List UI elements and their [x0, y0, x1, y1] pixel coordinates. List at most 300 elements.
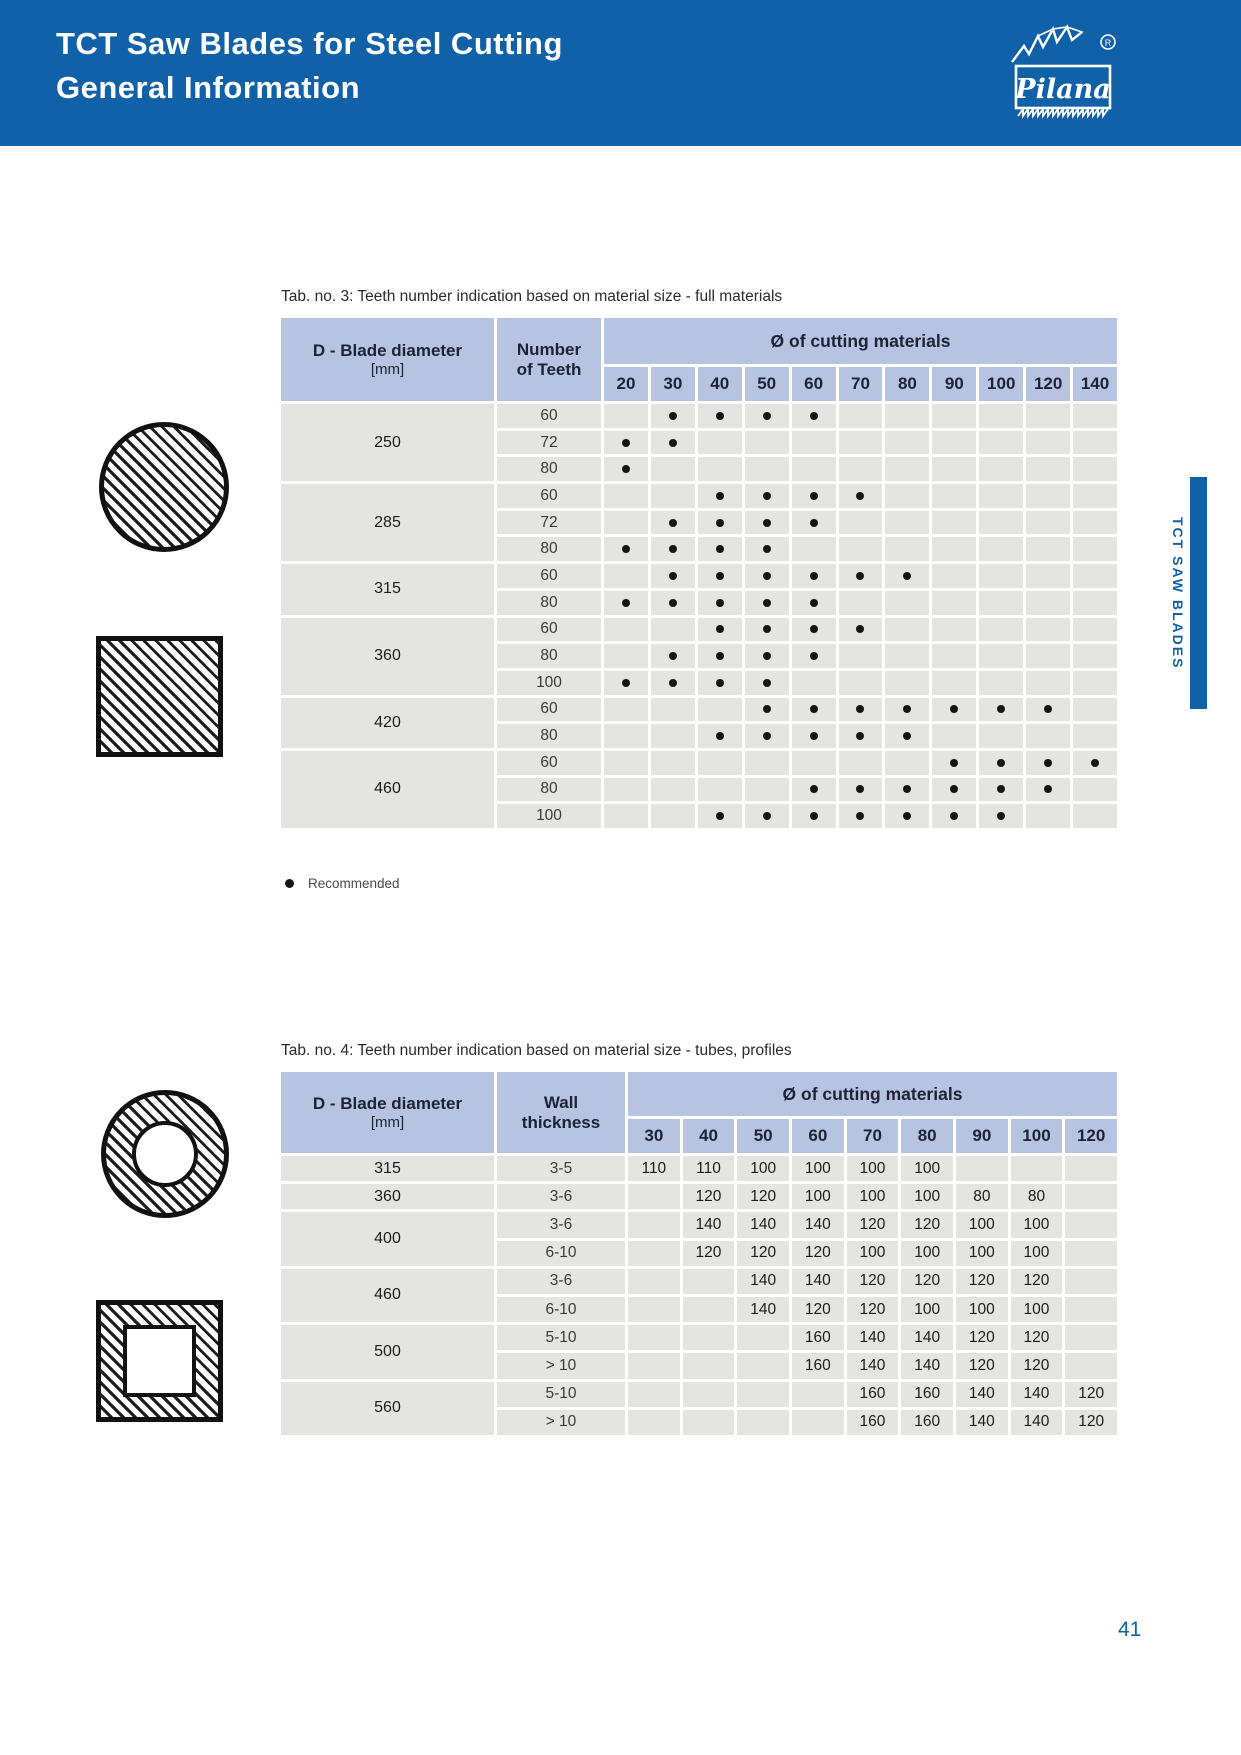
teeth-value-cell [956, 1156, 1008, 1181]
recommended-mark-dot [669, 679, 677, 687]
teeth-value-cell [683, 1382, 735, 1407]
table4-caption: Tab. no. 4: Teeth number indication based on material size - tubes, profiles [281, 1042, 792, 1059]
round-tube-icon [101, 1090, 229, 1218]
mark-cell [932, 618, 976, 642]
recommended-dot-icon [285, 879, 294, 888]
mark-cell [698, 724, 742, 748]
mark-cell [979, 751, 1023, 775]
wall-thickness-cell: 3-6 [497, 1184, 625, 1209]
mark-cell [604, 484, 648, 508]
mark-cell [698, 511, 742, 535]
teeth-value-cell: 140 [737, 1269, 789, 1294]
diameter-col-header-30: 30 [651, 367, 695, 401]
mark-cell [839, 671, 883, 695]
recommended-mark-dot [997, 812, 1005, 820]
recommended-mark-dot [856, 572, 864, 580]
mark-cell [698, 431, 742, 455]
recommended-mark-dot [622, 545, 630, 553]
teeth-value-cell: 120 [1065, 1410, 1117, 1435]
mark-cell [1073, 618, 1117, 642]
mark-cell [1073, 564, 1117, 588]
teeth-count-cell: 60 [497, 751, 601, 775]
mark-cell [885, 751, 929, 775]
mark-cell [932, 671, 976, 695]
teeth-value-cell: 120 [956, 1353, 1008, 1378]
teeth-value-cell: 140 [1011, 1410, 1063, 1435]
recommended-mark-dot [669, 519, 677, 527]
teeth-count-cell: 72 [497, 511, 601, 535]
recommended-mark-dot [856, 785, 864, 793]
teeth-value-cell [628, 1269, 680, 1294]
blade-diameter-cell: 360 [281, 1184, 494, 1209]
teeth-value-cell [628, 1212, 680, 1237]
teeth-value-cell: 120 [1011, 1325, 1063, 1350]
col2-line1: Wall [543, 1092, 579, 1112]
mark-cell [1026, 537, 1070, 561]
svg-text:R: R [1104, 38, 1112, 48]
mark-cell [1073, 457, 1117, 481]
mark-cell [698, 457, 742, 481]
teeth-count-cell: 60 [497, 564, 601, 588]
mark-cell [651, 778, 695, 802]
mark-cell [1026, 618, 1070, 642]
mark-cell [979, 431, 1023, 455]
mark-cell [885, 564, 929, 588]
mark-cell [1026, 751, 1070, 775]
mark-cell [839, 591, 883, 615]
mark-cell [745, 537, 789, 561]
mark-cell [1073, 751, 1117, 775]
teeth-value-cell: 120 [901, 1212, 953, 1237]
teeth-value-cell: 120 [847, 1269, 899, 1294]
recommended-mark-dot [669, 412, 677, 420]
teeth-count-cell: 60 [497, 404, 601, 428]
recommended-mark-dot [763, 705, 771, 713]
diameter-col-header-120: 120 [1026, 367, 1070, 401]
blade-diameter-cell: 420 [281, 698, 494, 748]
mark-cell [745, 751, 789, 775]
mark-cell [651, 618, 695, 642]
mark-cell [698, 484, 742, 508]
teeth-value-cell: 160 [792, 1353, 844, 1378]
mark-cell [1026, 431, 1070, 455]
mark-cell [1073, 724, 1117, 748]
teeth-value-cell [737, 1382, 789, 1407]
teeth-value-cell [737, 1353, 789, 1378]
mark-cell [792, 511, 836, 535]
mark-cell [839, 537, 883, 561]
mark-cell [932, 751, 976, 775]
teeth-value-cell [683, 1353, 735, 1378]
mark-cell [885, 778, 929, 802]
blade-diameter-cell: 400 [281, 1212, 494, 1265]
mark-cell [604, 618, 648, 642]
teeth-count-cell: 60 [497, 484, 601, 508]
diameter-col-header-70: 70 [847, 1119, 899, 1153]
diameter-col-header-50: 50 [745, 367, 789, 401]
mark-cell [839, 564, 883, 588]
mark-cell [651, 671, 695, 695]
teeth-value-cell [1065, 1297, 1117, 1322]
teeth-value-cell: 100 [901, 1184, 953, 1209]
teeth-count-cell: 60 [497, 618, 601, 642]
teeth-value-cell [628, 1184, 680, 1209]
diameter-col-header-30: 30 [628, 1119, 680, 1153]
mark-cell [1073, 537, 1117, 561]
mark-cell [839, 457, 883, 481]
teeth-value-cell: 160 [847, 1382, 899, 1407]
teeth-value-cell: 100 [1011, 1212, 1063, 1237]
teeth-count-cell: 80 [497, 591, 601, 615]
mark-cell [604, 751, 648, 775]
mark-cell [932, 404, 976, 428]
mark-cell [979, 404, 1023, 428]
mark-cell [745, 698, 789, 722]
mark-cell [1026, 644, 1070, 668]
mark-cell [885, 457, 929, 481]
teeth-count-cell: 80 [497, 537, 601, 561]
recommended-mark-dot [763, 599, 771, 607]
recommended-mark-dot [1044, 785, 1052, 793]
teeth-value-cell: 100 [1011, 1241, 1063, 1266]
mark-cell [792, 457, 836, 481]
recommended-mark-dot [763, 679, 771, 687]
teeth-value-cell: 140 [792, 1269, 844, 1294]
mark-cell [1026, 804, 1070, 828]
mark-cell [698, 404, 742, 428]
mark-cell [1073, 698, 1117, 722]
recommended-mark-dot [997, 705, 1005, 713]
wall-thickness-cell: 5-10 [497, 1325, 625, 1350]
mark-cell [698, 591, 742, 615]
recommended-mark-dot [810, 625, 818, 633]
mark-cell [604, 564, 648, 588]
wall-thickness-cell: 6-10 [497, 1297, 625, 1322]
col2-line1: Number [516, 339, 582, 359]
diameter-column-header [281, 318, 494, 401]
teeth-value-cell: 100 [956, 1297, 1008, 1322]
recommended-mark-dot [716, 812, 724, 820]
cutting-diameter-span-header: Ø of cutting materials [628, 1072, 1117, 1116]
blade-diameter-cell: 560 [281, 1382, 494, 1435]
blade-diameter-cell: 285 [281, 484, 494, 561]
teeth-value-cell: 120 [683, 1184, 735, 1209]
mark-cell [1073, 671, 1117, 695]
mark-cell [745, 484, 789, 508]
recommended-mark-dot [810, 572, 818, 580]
recommended-mark-dot [763, 812, 771, 820]
mark-cell [932, 644, 976, 668]
recommended-mark-dot [716, 625, 724, 633]
teeth-value-cell [737, 1410, 789, 1435]
recommended-mark-dot [622, 465, 630, 473]
mark-cell [745, 644, 789, 668]
wall-thickness-cell: 5-10 [497, 1382, 625, 1407]
recommended-mark-dot [622, 439, 630, 447]
mark-cell [885, 511, 929, 535]
diameter-col-header-20: 20 [604, 367, 648, 401]
teeth-value-cell: 100 [901, 1241, 953, 1266]
mark-cell [604, 778, 648, 802]
mark-cell [979, 778, 1023, 802]
teeth-value-cell [1011, 1156, 1063, 1181]
mark-cell [792, 537, 836, 561]
diameter-col-header-40: 40 [698, 367, 742, 401]
recommended-mark-dot [622, 599, 630, 607]
teeth-value-cell: 100 [847, 1184, 899, 1209]
solid-square-bar-icon [96, 636, 223, 757]
teeth-value-cell [1065, 1269, 1117, 1294]
mark-cell [932, 804, 976, 828]
diameter-header-unit: [mm] [370, 360, 405, 378]
mark-cell [604, 431, 648, 455]
table3-grid [281, 318, 1117, 828]
mark-cell [745, 591, 789, 615]
page-title-line2: General Information [56, 70, 361, 105]
mark-cell [885, 484, 929, 508]
mark-cell [885, 618, 929, 642]
diameter-header-text: D - Blade diameter [312, 1094, 463, 1114]
table3-caption: Tab. no. 3: Teeth number indication based on material size - full materials [281, 288, 783, 305]
recommended-mark-dot [1091, 759, 1099, 767]
teeth-value-cell: 160 [901, 1382, 953, 1407]
mark-cell [932, 564, 976, 588]
recommended-mark-dot [856, 812, 864, 820]
pilana-logo-graphic [998, 20, 1126, 124]
teeth-value-cell [1065, 1325, 1117, 1350]
teeth-value-cell [792, 1410, 844, 1435]
mark-cell [979, 537, 1023, 561]
recommended-legend [285, 876, 400, 891]
teeth-value-cell: 80 [956, 1184, 1008, 1209]
teeth-value-cell: 140 [956, 1410, 1008, 1435]
mark-cell [792, 404, 836, 428]
wall-thickness-cell: 6-10 [497, 1241, 625, 1266]
mark-cell [1026, 564, 1070, 588]
mark-cell [604, 644, 648, 668]
teeth-value-cell [792, 1382, 844, 1407]
mark-cell [979, 644, 1023, 668]
table4-grid [281, 1072, 1117, 1435]
mark-cell [839, 484, 883, 508]
recommended-mark-dot [716, 545, 724, 553]
teeth-count-cell: 60 [497, 698, 601, 722]
wall-thickness-cell: 3-6 [497, 1269, 625, 1294]
mark-cell [792, 804, 836, 828]
recommended-mark-dot [763, 652, 771, 660]
teeth-value-cell [683, 1269, 735, 1294]
recommended-mark-dot [763, 572, 771, 580]
recommended-mark-dot [1044, 705, 1052, 713]
recommended-mark-dot [716, 599, 724, 607]
recommended-mark-dot [810, 492, 818, 500]
teeth-value-cell: 100 [792, 1156, 844, 1181]
mark-cell [745, 671, 789, 695]
recommended-mark-dot [903, 705, 911, 713]
recommended-mark-dot [716, 492, 724, 500]
recommended-mark-dot [669, 599, 677, 607]
teeth-value-cell: 120 [847, 1212, 899, 1237]
recommended-mark-dot [810, 519, 818, 527]
mark-cell [745, 724, 789, 748]
mark-cell [745, 457, 789, 481]
blade-diameter-cell: 460 [281, 1269, 494, 1322]
recommended-mark-dot [810, 652, 818, 660]
teeth-value-cell: 140 [847, 1353, 899, 1378]
teeth-value-cell: 100 [792, 1184, 844, 1209]
teeth-value-cell: 140 [737, 1212, 789, 1237]
teeth-value-cell [737, 1325, 789, 1350]
diameter-col-header-40: 40 [683, 1119, 735, 1153]
recommended-mark-dot [856, 492, 864, 500]
wall-thickness-cell: > 10 [497, 1410, 625, 1435]
teeth-value-cell: 140 [683, 1212, 735, 1237]
wall-thickness-cell: 3-6 [497, 1212, 625, 1237]
teeth-value-cell: 140 [956, 1382, 1008, 1407]
teeth-value-cell: 120 [792, 1297, 844, 1322]
teeth-value-cell [683, 1325, 735, 1350]
recommended-mark-dot [763, 492, 771, 500]
square-tube-hole [123, 1325, 196, 1397]
wall-thickness-cell: > 10 [497, 1353, 625, 1378]
mark-cell [792, 564, 836, 588]
mark-cell [698, 778, 742, 802]
teeth-value-cell: 80 [1011, 1184, 1063, 1209]
mark-cell [839, 644, 883, 668]
teeth-value-cell: 100 [847, 1156, 899, 1181]
mark-cell [604, 404, 648, 428]
recommended-mark-dot [903, 732, 911, 740]
teeth-count-cell: 72 [497, 431, 601, 455]
mark-cell [839, 751, 883, 775]
mark-cell [1026, 511, 1070, 535]
teeth-value-cell: 100 [956, 1212, 1008, 1237]
diameter-header-unit: [mm] [370, 1113, 405, 1131]
mark-cell [651, 404, 695, 428]
mark-cell [792, 618, 836, 642]
recommended-mark-dot [810, 412, 818, 420]
mark-cell [698, 564, 742, 588]
teeth-value-cell: 100 [1011, 1297, 1063, 1322]
teeth-value-cell: 100 [901, 1297, 953, 1322]
mark-cell [979, 724, 1023, 748]
diameter-column-header [281, 1072, 494, 1153]
teeth-value-cell [1065, 1156, 1117, 1181]
recommended-mark-dot [763, 625, 771, 633]
teeth-value-cell: 160 [901, 1410, 953, 1435]
mark-cell [979, 564, 1023, 588]
recommended-mark-dot [1044, 759, 1052, 767]
recommended-mark-dot [716, 572, 724, 580]
recommended-mark-dot [856, 705, 864, 713]
mark-cell [604, 457, 648, 481]
teeth-value-cell: 120 [792, 1241, 844, 1266]
teeth-count-cell: 80 [497, 644, 601, 668]
mark-cell [932, 698, 976, 722]
mark-cell [839, 618, 883, 642]
mark-cell [651, 431, 695, 455]
teeth-value-cell: 110 [683, 1156, 735, 1181]
square-tube-icon [96, 1300, 223, 1422]
teeth-count-cell: 80 [497, 724, 601, 748]
recommended-mark-dot [950, 812, 958, 820]
recommended-label: Recommended [308, 876, 400, 891]
recommended-mark-dot [950, 759, 958, 767]
diameter-col-header-90: 90 [932, 367, 976, 401]
teeth-value-cell: 140 [901, 1353, 953, 1378]
blade-diameter-cell: 360 [281, 618, 494, 695]
diameter-col-header-100: 100 [1011, 1119, 1063, 1153]
solid-round-bar-icon [99, 422, 229, 552]
diameter-col-header-80: 80 [901, 1119, 953, 1153]
mark-cell [979, 698, 1023, 722]
diameter-col-header-70: 70 [839, 367, 883, 401]
mark-cell [651, 751, 695, 775]
mark-cell [1073, 484, 1117, 508]
mark-cell [979, 484, 1023, 508]
mark-cell [1026, 591, 1070, 615]
mark-cell [1026, 671, 1070, 695]
recommended-mark-dot [856, 625, 864, 633]
teeth-value-cell [628, 1241, 680, 1266]
teeth-value-cell: 160 [792, 1325, 844, 1350]
recommended-mark-dot [669, 545, 677, 553]
recommended-mark-dot [716, 732, 724, 740]
teeth-value-cell: 140 [1011, 1382, 1063, 1407]
mark-cell [651, 698, 695, 722]
teeth-value-cell: 120 [737, 1184, 789, 1209]
teeth-value-cell: 140 [901, 1325, 953, 1350]
mark-cell [651, 484, 695, 508]
mark-cell [698, 644, 742, 668]
mark-cell [792, 778, 836, 802]
mark-cell [604, 671, 648, 695]
recommended-mark-dot [903, 785, 911, 793]
recommended-mark-dot [763, 545, 771, 553]
mark-cell [1073, 778, 1117, 802]
diameter-col-header-140: 140 [1073, 367, 1117, 401]
mark-cell [698, 804, 742, 828]
teeth-value-cell [628, 1382, 680, 1407]
teeth-value-cell [1065, 1212, 1117, 1237]
mark-cell [745, 511, 789, 535]
mark-cell [885, 644, 929, 668]
recommended-mark-dot [669, 572, 677, 580]
mark-cell [604, 511, 648, 535]
recommended-mark-dot [903, 572, 911, 580]
recommended-mark-dot [622, 679, 630, 687]
recommended-mark-dot [810, 705, 818, 713]
teeth-count-cell: 80 [497, 457, 601, 481]
teeth-value-cell [628, 1325, 680, 1350]
teeth-value-cell [1065, 1184, 1117, 1209]
teeth-count-cell: 80 [497, 778, 601, 802]
mark-cell [604, 537, 648, 561]
teeth-value-cell: 120 [683, 1241, 735, 1266]
mark-cell [698, 537, 742, 561]
mark-cell [1073, 804, 1117, 828]
mark-cell [604, 698, 648, 722]
cutting-diameter-span-header: Ø of cutting materials [604, 318, 1117, 364]
mark-cell [979, 671, 1023, 695]
teeth-value-cell [1065, 1353, 1117, 1378]
mark-cell [792, 484, 836, 508]
mark-cell [932, 591, 976, 615]
pilana-logo [998, 20, 1126, 129]
mark-cell [1073, 511, 1117, 535]
mark-cell [1073, 591, 1117, 615]
mark-cell [1073, 644, 1117, 668]
